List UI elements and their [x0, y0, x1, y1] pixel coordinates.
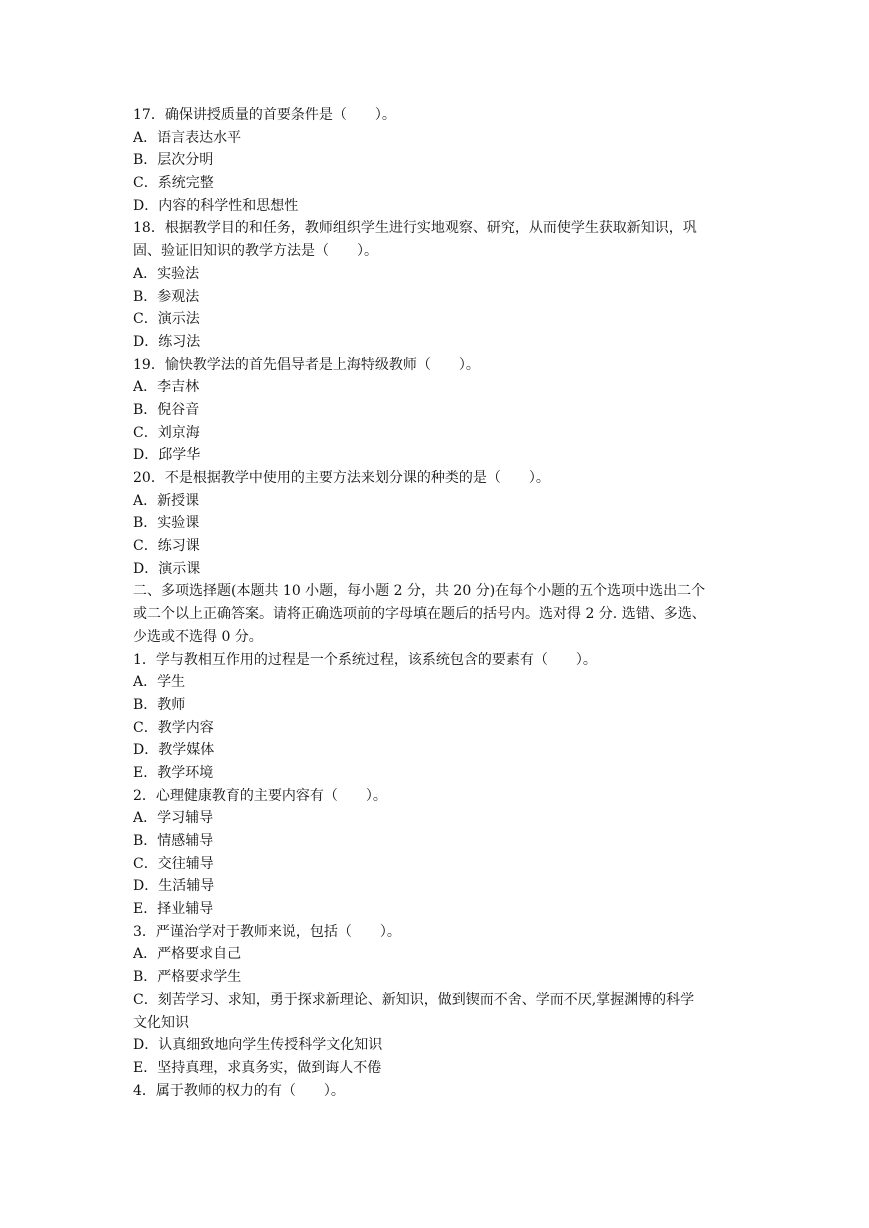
mc-option-1-e: E．教学环境 — [133, 764, 214, 781]
question-18-cont: 固、验证旧知识的教学方法是（ ）。 — [133, 243, 378, 260]
question-19: 19．愉快教学法的首先倡导者是上海特级教师（ ）。 — [133, 356, 480, 373]
mc-question-3: 3．严谨治学对于教师来说，包括（ ）。 — [133, 923, 401, 940]
mc-option-3-a: A．严格要求自己 — [133, 946, 242, 963]
mc-option-1-a: A．学生 — [133, 674, 186, 691]
mc-option-1-c: C．教学内容 — [133, 719, 214, 736]
mc-option-2-b: B．情感辅导 — [133, 833, 214, 849]
question-20: 20．不是根据教学中使用的主要方法来划分课的种类的是（ ）。 — [133, 470, 550, 486]
mc-option-1-d: D．教学媒体 — [133, 742, 215, 759]
mc-question-4: 4．属于教师的权力的有（ ）。 — [133, 1082, 345, 1099]
mc-option-2-a: A．学习辅导 — [133, 810, 214, 827]
option-19-b: B．倪谷音 — [133, 401, 200, 418]
option-18-d: D．练习法 — [133, 333, 201, 350]
mc-option-3-e: E．坚持真理，求真务实，做到诲人不倦 — [133, 1059, 382, 1076]
mc-option-3-d: D．认真细致地向学生传授科学文化知识 — [133, 1037, 383, 1054]
option-20-d: D．演示课 — [133, 560, 201, 577]
question-17: 17．确保讲授质量的首要条件是（ ）。 — [133, 107, 396, 123]
section-heading: 二、多项选择题(本题共 10 小题，每小题 2 分，共 20 分)在每个小题的五个选项中选出二个 — [133, 583, 706, 600]
option-20-a: A．新授课 — [133, 492, 200, 509]
section-instructions-cont: 少选或不选得 0 分。 — [133, 628, 263, 645]
mc-question-2: 2．心理健康教育的主要内容有（ ）。 — [133, 787, 387, 804]
document-body — [133, 104, 743, 1102]
mc-question-1: 1．学与教相互作用的过程是一个系统过程，该系统包含的要素有（ ）。 — [133, 651, 597, 668]
mc-option-2-c: C．交往辅导 — [133, 855, 214, 872]
section-instructions: 或二个以上正确答案。请将正确选项前的字母填在题后的括号内。选对得 2 分. 选错、多选、 — [133, 606, 706, 623]
option-17-c: C．系统完整 — [133, 175, 214, 192]
question-18: 18．根据教学目的和任务，教师组织学生进行实地观察、研究，从而使学生获取新知识，巩 — [133, 220, 697, 237]
mc-option-3-c: C．刻苦学习、求知，勇于探求新理论、新知识，做到锲而不舍、学而不厌,掌握渊博的科学 — [133, 991, 695, 1008]
mc-option-3-b: B．严格要求学生 — [133, 969, 242, 986]
option-19-c: C．刘京海 — [133, 424, 200, 441]
option-20-b: B．实验课 — [133, 515, 200, 532]
option-17-b: B．层次分明 — [133, 152, 214, 169]
mc-option-2-e: E．择业辅导 — [133, 901, 214, 918]
option-18-b: B．参观法 — [133, 288, 200, 305]
mc-option-2-d: D．生活辅导 — [133, 878, 215, 895]
option-19-d: D．邱学华 — [133, 447, 201, 464]
option-18-c: C．演示法 — [133, 311, 200, 328]
option-17-a: A．语言表达水平 — [133, 129, 242, 146]
mc-option-1-b: B．教师 — [133, 696, 186, 713]
option-19-a: A．李吉林 — [133, 379, 200, 396]
mc-option-3-c-cont: 文化知识 — [133, 1014, 189, 1031]
option-20-c: C．练习课 — [133, 538, 200, 555]
option-18-a: A．实验法 — [133, 265, 200, 282]
option-17-d: D．内容的科学性和思想性 — [133, 197, 299, 214]
